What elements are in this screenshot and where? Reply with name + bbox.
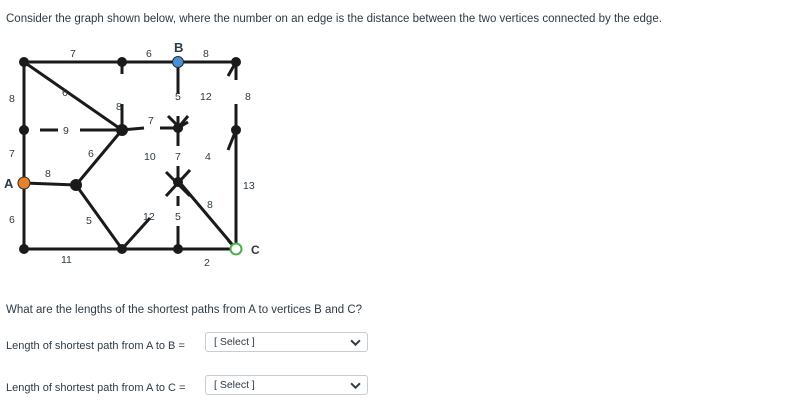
- edge-weight: 5: [175, 211, 181, 223]
- edge: [76, 185, 122, 249]
- edge-weight: 7: [9, 148, 15, 160]
- select-placeholder: [ Select ]: [214, 336, 255, 348]
- edge-weight: 12: [143, 211, 155, 223]
- vertex: [117, 244, 127, 254]
- vertex: [173, 244, 183, 254]
- edge-weight: 7: [175, 151, 181, 163]
- edge-weight: 4: [205, 151, 211, 163]
- vertex-label-C: C: [251, 243, 260, 257]
- edge: [24, 62, 122, 130]
- vertex: [19, 57, 29, 67]
- edge-weight: 13: [243, 180, 255, 192]
- edge-weight: 6: [62, 87, 68, 99]
- vertex-label-B: B: [174, 40, 184, 55]
- edge-weight: 8: [245, 91, 251, 103]
- vertex: [117, 57, 127, 67]
- edge-weight: 8: [203, 48, 209, 60]
- edge-weight: 8: [9, 93, 15, 105]
- edge-weight: 6: [9, 214, 15, 226]
- vertex: [173, 177, 183, 187]
- vertex-B: [173, 57, 184, 68]
- edge-weight: 2: [204, 257, 210, 269]
- edge-weight: 12: [200, 91, 212, 103]
- edge-weight: 6: [146, 48, 152, 60]
- edge-weight: 11: [61, 254, 72, 266]
- vertex: [116, 124, 128, 136]
- edge-weight: 7: [70, 48, 76, 60]
- vertex-A: [18, 177, 30, 189]
- answer-select-C[interactable]: [205, 375, 368, 395]
- vertex: [173, 123, 183, 133]
- chevron-down-icon: [350, 380, 361, 391]
- edge-weight: 8: [116, 101, 122, 113]
- edge: [76, 130, 122, 185]
- edge: [176, 178, 236, 249]
- vertex-label-A: A: [4, 176, 14, 191]
- question-text: What are the lengths of the shortest paths from A to vertices B and C?: [6, 304, 363, 316]
- answer-label-C: Length of shortest path from A to C =: [6, 382, 186, 394]
- answer-select-B[interactable]: [205, 332, 368, 352]
- weighted-graph: [0, 34, 300, 270]
- vertex: [231, 57, 241, 67]
- select-placeholder: [ Select ]: [214, 379, 255, 391]
- edge-weight: 5: [86, 215, 92, 227]
- edge-weight: 5: [175, 91, 181, 103]
- vertex: [70, 179, 82, 191]
- vertex: [19, 125, 29, 135]
- edge-weight: 8: [207, 199, 213, 211]
- edge-weight: 9: [63, 125, 69, 137]
- edge-weight: 8: [45, 168, 51, 180]
- chevron-down-icon: [350, 337, 361, 348]
- edge-weight: 6: [88, 148, 94, 160]
- vertex-C: [231, 244, 242, 255]
- edge: [24, 183, 76, 185]
- vertex: [231, 125, 241, 135]
- problem-intro: Consider the graph shown below, where the number on an edge is the distance between the two vertices connected by the edge.: [6, 13, 662, 25]
- edge-weight: 7: [148, 115, 154, 127]
- vertex: [19, 244, 29, 254]
- edge-weight: 10: [144, 151, 156, 163]
- answer-label-B: Length of shortest path from A to B =: [6, 340, 185, 352]
- vertex-labels: [4, 40, 260, 257]
